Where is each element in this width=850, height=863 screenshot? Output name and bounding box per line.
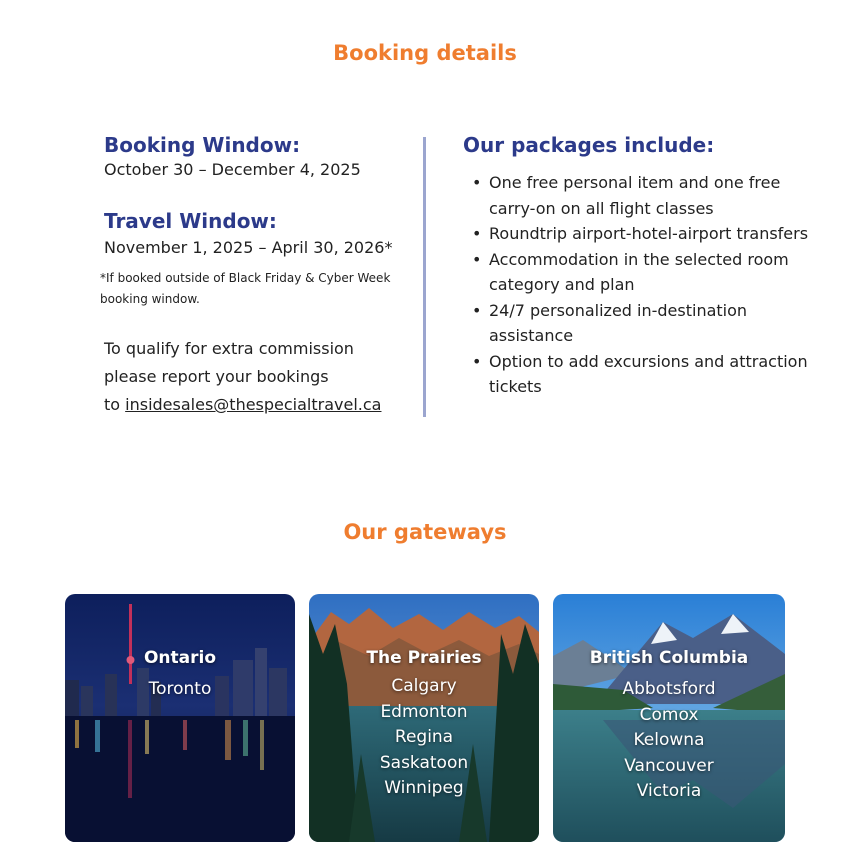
commission-line-1: To qualify for extra commission xyxy=(104,339,354,358)
region-name: Ontario xyxy=(143,648,217,668)
booking-details-title: Booking details xyxy=(333,41,517,65)
gateway-card-text xyxy=(553,646,785,805)
bullet-icon: • xyxy=(472,173,482,192)
column-divider xyxy=(423,137,426,417)
commission-line-2: please report your bookings xyxy=(104,367,329,386)
city-name: Vancouver xyxy=(624,755,714,776)
city-name: Edmonton xyxy=(380,701,468,722)
list-item: • One free personal item and one free carry-on on all flight classes xyxy=(463,170,813,221)
list-item: • Roundtrip airport-hotel-airport transfers xyxy=(463,221,813,247)
list-item: • Option to add excursions and attraction tickets xyxy=(463,349,813,400)
booking-window-dates: October 30 – December 4, 2025 xyxy=(104,160,361,179)
bullet-icon: • xyxy=(472,351,482,371)
commission-prefix: to xyxy=(104,395,126,414)
city-name: Toronto xyxy=(148,679,212,699)
commission-info xyxy=(104,335,409,419)
city-name: Saskatoon xyxy=(379,752,469,773)
gateway-card-british-columbia[interactable] xyxy=(553,594,785,842)
booking-note xyxy=(100,268,409,310)
booking-window-label: Booking Window: xyxy=(104,133,301,157)
gateways-title: Our gateways xyxy=(343,520,507,544)
packages-column xyxy=(463,132,813,400)
bullet-icon: • xyxy=(472,224,482,243)
travel-window-dates: November 1, 2025 – April 30, 2026* xyxy=(104,238,393,257)
toronto-skyline-image xyxy=(65,594,295,842)
region-name: The Prairies xyxy=(366,648,482,668)
commission-line-3 xyxy=(104,391,409,419)
bullet-icon: • xyxy=(472,249,482,269)
booking-note-line-2: booking window. xyxy=(100,292,200,306)
packages-title: Our packages include: xyxy=(463,133,715,157)
list-item: • Accommodation in the selected room category and plan xyxy=(463,247,813,298)
gateway-card-text xyxy=(65,646,295,703)
bullet-icon: • xyxy=(472,300,482,320)
email-link[interactable]: insidesales@thespecialtravel.ca xyxy=(125,395,382,414)
gateway-card-ontario[interactable] xyxy=(65,594,295,842)
booking-note-line-1: *If booked outside of Black Friday & Cyber Week xyxy=(100,271,391,285)
city-name: Kelowna xyxy=(633,730,705,750)
gateway-cards xyxy=(0,594,850,843)
city-name: Victoria xyxy=(636,781,702,801)
gateway-card-prairies[interactable] xyxy=(309,594,539,842)
gateway-card-text xyxy=(309,646,539,802)
city-name: Calgary xyxy=(391,676,457,696)
city-name: Winnipeg xyxy=(384,778,464,798)
city-name: Abbotsford xyxy=(622,679,716,699)
region-name: British Columbia xyxy=(589,648,749,668)
packages-list xyxy=(463,170,813,400)
list-item: • 24/7 personalized in-destination assistance xyxy=(463,298,813,349)
city-name: Comox xyxy=(639,704,699,725)
booking-info-column xyxy=(100,132,409,419)
city-name: Regina xyxy=(394,727,454,747)
travel-window-label: Travel Window: xyxy=(104,209,277,233)
